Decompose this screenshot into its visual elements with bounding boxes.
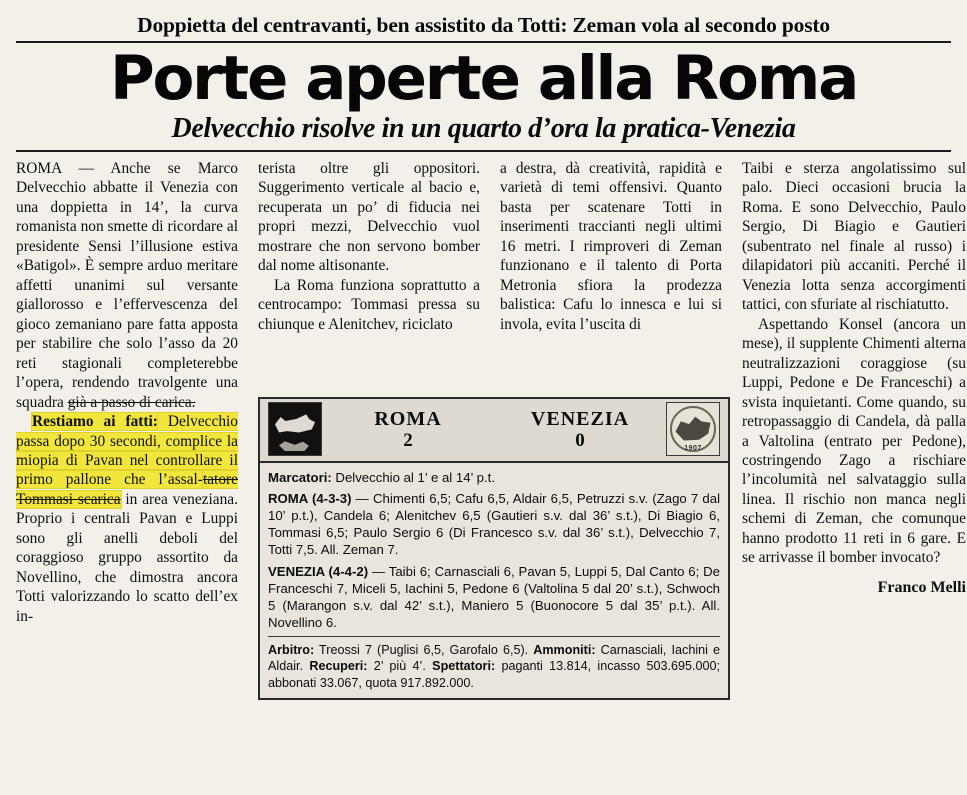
stoppage-text: 2’ più 4’. xyxy=(367,659,426,674)
article-headline: Porte aperte alla Roma xyxy=(109,42,858,114)
article-byline: Franco Melli xyxy=(877,578,966,596)
paragraph-highlighted xyxy=(16,412,238,626)
away-team-name: VENEZIA xyxy=(530,407,630,430)
article-kicker: Doppietta del centravanti, ben assistito da Totti: Zeman vola al secondo posto xyxy=(137,13,830,37)
roma-lineup-line xyxy=(268,490,720,559)
referee-text: Treossi 7 (Puglisi 6,5, Garofalo 6,5). xyxy=(314,643,529,658)
paragraph: a destra, dà creatività, rapidità e varietà di temi offensivi. Quanto basta per scatenare Totti in inserimenti traccianti negli ultimi 16 metri. I rimproveri di Zeman funzionano e il talento di Porta Metronia sfiora la prodezza balistica: Cafu lo innesca e lui si invola, evita l’uscita di xyxy=(500,159,722,333)
home-team xyxy=(333,408,483,451)
article-subhead: Delvecchio risolve in un quarto d’ora la pratica-Venezia xyxy=(171,113,796,145)
bookings-text: Carnasciali, Iachini e Aldair. xyxy=(268,643,721,674)
highlight-text: Delvecchio passa dopo 30 secondi, complice la miopia di Pavan nel controllare il primo pallone che l’assal- xyxy=(16,413,238,489)
boxscore-header xyxy=(260,399,728,463)
paragraph: La Roma funziona soprattutto a centrocampo: Tommasi pressa su chiunque e Alenitchev, riciclato xyxy=(258,276,480,333)
article-column-2 xyxy=(258,159,480,334)
article-column-4 xyxy=(742,159,966,598)
bookings-label: Ammoniti: xyxy=(533,643,596,658)
referee-label: Arbitro: xyxy=(268,643,315,658)
away-team xyxy=(505,408,655,451)
paragraph-text: in area veneziana. Proprio i centrali Pavan e Luppi sono gli anelli deboli del coraggioso gruppo assortito da Novellino, che dimostra ancora Totti valorizzando lo scatto dell’ex in- xyxy=(16,490,238,625)
scorers-text: Delvecchio al 1’ e al 14’ p.t. xyxy=(331,469,495,485)
paragraph: terista oltre gli oppositori. Suggerimento verticale al bacio e, recuperata un po’ di fiducia nei propri mezzi, Delvecchio vuol mostrare che non servono bomber dal nome altisonante. xyxy=(258,159,480,275)
paragraph-text: ROMA — Anche se Marco Delvecchio abbatte il Venezia con una doppietta in 14’, la curva romanista non smette di ricordare al presidente Sensi l’illusione estiva «Batigol». È sempre arduo meritare affetti unanimi sul versante giallorosso e l’effervescenza del gioco zemaniano pare fatta apposta per stabilire che solo l’asso da 20 reti stagionali completerebbe l’opera, rendendo travolgente una squadra xyxy=(16,159,238,411)
highlight-struck-text: tatore Tommasi scarica xyxy=(16,471,238,508)
home-team-score: 2 xyxy=(403,429,413,451)
roma-wolf-crest-icon xyxy=(268,402,322,456)
struck-text: già a passo di carica. xyxy=(67,393,196,411)
boxscore-body xyxy=(260,463,728,698)
venezia-lineup-line xyxy=(268,563,720,632)
rule-below-subhead xyxy=(16,150,951,152)
highlight-lead-text: Restiamo ai fatti: xyxy=(32,413,158,431)
match-boxscore xyxy=(258,397,730,700)
paragraph: Aspettando Konsel (ancora un mese), il supplente Chimenti alterna neutralizzazioni coraggiose (su Luppi, Pedone e De Franceschi) a svista inquietanti. Come quando, su retropassaggio di Candela, dà palla a Valtolina (entrato per Pedone), costringendo Zago a rischiare l’incolumità nel salvataggio sulla linea. Il rischio non manca negli schemi di Zeman, che comunque hanno prodotto 11 reti in 6 gare. E se arrivasse il bomber invocato? xyxy=(742,315,966,567)
stoppage-label: Recuperi: xyxy=(309,659,368,674)
venezia-lineup-text: — Taibi 6; Carnasciali 6, Pavan 5, Luppi 5, Dal Canto 6; De Franceschi 7, Miceli 5, Iachini 5, Pedone 6 (Valtolina 5 dal 20’ s.t.), Schwoch 5 (Marangon s.v. dal 42’ s.t.), Maniero 5 (Buonocore 5 dal 35’ p.t.). All. Novellino 6. xyxy=(268,563,720,630)
away-team-score: 0 xyxy=(575,429,585,451)
paragraph xyxy=(16,159,238,412)
scorers-line xyxy=(268,469,720,486)
roma-lineup-text: — Chimenti 6,5; Cafu 6,5, Aldair 6,5, Petruzzi s.v. (Zago 7 dal 10’ p.t.), Candela 6; Alenitchev 6,5 (Gautieri s.v. dal 36’ s.t.), Di Biagio 6, Tommasi 6,5; Paulo Sergio 6 (Di Francesco s.v. dal 36’ s.t.), Delvecchio 7, Totti 7,5. All. Zeman 7. xyxy=(268,490,720,558)
attendance-text: paganti 13.814, incasso 503.695.000; abbonati 33.067, quota 917.892.000. xyxy=(268,659,720,690)
home-team-name: ROMA xyxy=(374,407,442,430)
attendance-label: Spettatori: xyxy=(432,659,496,674)
crest-year: 1907 xyxy=(684,445,702,453)
paragraph: Taibi e sterza angolatissimo sul palo. Dieci occasioni brucia la Roma. E sono Delvecchio, Paulo Sergio, Di Biagio e Gautieri (subentrato nel finale al russo) i dilapidatori più accaniti. Perché il Venezia lotta senza accorgimenti tattici, con sfuriate al rischiatutto. xyxy=(742,159,966,314)
article-body xyxy=(14,159,966,719)
teams-scoreline xyxy=(322,408,666,451)
article-column-1 xyxy=(16,159,238,627)
roma-label: ROMA (4-3-3) xyxy=(268,490,352,506)
boxscore-footer xyxy=(268,642,720,691)
scorers-label: Marcatori: xyxy=(268,469,332,485)
boxscore-divider xyxy=(268,636,720,637)
venezia-lion-crest-icon xyxy=(666,402,720,456)
venezia-label: VENEZIA (4-4-2) xyxy=(268,563,369,579)
article-column-3 xyxy=(500,159,722,334)
